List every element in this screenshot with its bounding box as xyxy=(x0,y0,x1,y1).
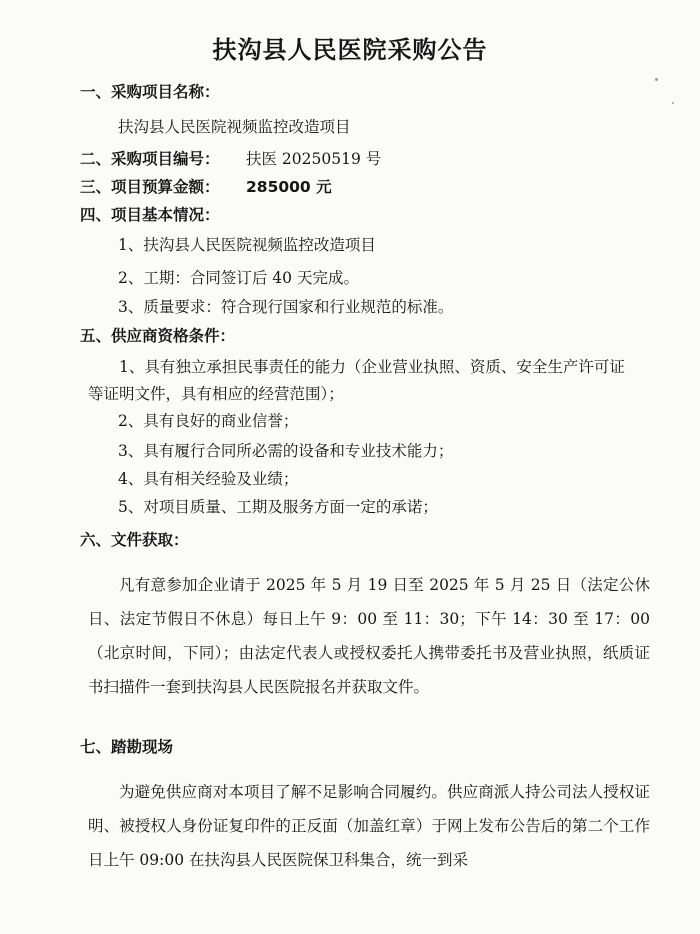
list-item: 3、具有履行合同所必需的设备和专业技术能力； xyxy=(118,442,454,460)
scan-speck xyxy=(672,102,674,104)
section-2-heading: 二、采购项目编号： xyxy=(80,150,220,168)
section-3-heading: 三、项目预算金额： xyxy=(80,178,220,196)
section-6-heading: 六、文件获取： xyxy=(80,531,189,549)
section-4-heading: 四、项目基本情况： xyxy=(80,206,220,224)
list-item: 2、具有良好的商业信誉； xyxy=(118,412,299,430)
list-item: 1、扶沟县人民医院视频监控改造项目 xyxy=(118,236,376,254)
scan-speck xyxy=(655,78,658,81)
list-item: 3、质量要求：符合现行国家和行业规范的标准。 xyxy=(118,298,454,316)
section-1-heading: 一、采购项目名称： xyxy=(80,83,220,101)
site-visit-paragraph: 为避免供应商对本项目了解不足影响合同履约。供应商派人持公司法人授权证明、被授权人身份证复印件的正反面（加盖红章）于网上发布公告后的第二个工作日上午 09:00 在扶沟县人民医院保卫科集合，统一到采 xyxy=(88,783,650,869)
section-5-heading: 五、供应商资格条件： xyxy=(80,327,236,345)
page-title: 扶沟县人民医院采购公告 xyxy=(212,36,488,64)
project-name: 扶沟县人民医院视频监控改造项目 xyxy=(118,118,351,136)
budget-amount: 285000 元 xyxy=(246,178,332,196)
list-item: 5、对项目质量、工期及服务方面一定的承诺； xyxy=(118,498,438,516)
project-number: 扶医 20250519 号 xyxy=(246,150,382,168)
document-acquisition-paragraph: 凡有意参加企业请于 2025 年 5 月 19 日至 2025 年 5 月 25 日（法定公休日、法定节假日不休息）每日上午 9：00 至 11：30；下午 14：30 至 17：00（北京时间，下同）；由法定代表人或授权委托人携带委托书及营业执照，纸质证书扫描件一套到扶沟县人民医院报名并获取文件。 xyxy=(88,576,650,696)
section-7-heading: 七、踏勘现场 xyxy=(80,738,174,756)
list-item: 4、具有相关经验及业绩； xyxy=(118,470,299,488)
list-item: 1、具有独立承担民事责任的能力（企业营业执照、资质、安全生产许可证等证明文件，具有相应的经营范围）； xyxy=(88,358,625,403)
list-item: 2、工期：合同签订后 40 天完成。 xyxy=(118,269,359,287)
